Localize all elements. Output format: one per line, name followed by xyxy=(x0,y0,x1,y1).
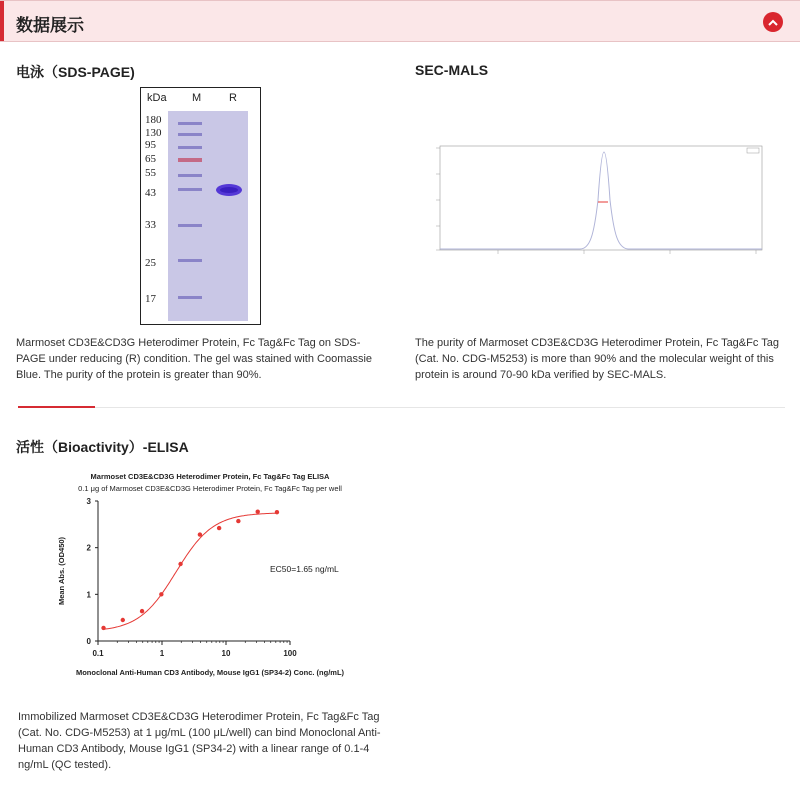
y-axis-label: Mean Abs. (OD450) xyxy=(57,536,66,606)
marker-label: 180 xyxy=(145,114,162,126)
ec50-annotation: EC50=1.65 ng/mL xyxy=(270,564,339,574)
x-tick-label: 1 xyxy=(159,649,165,658)
marker-label: 17 xyxy=(145,293,156,305)
gel-header-marker: M xyxy=(192,92,202,104)
sec-mals-title: SEC-MALS xyxy=(415,62,489,78)
data-point xyxy=(275,510,279,514)
data-point xyxy=(217,526,221,530)
divider-accent xyxy=(18,406,95,408)
y-tick-label: 2 xyxy=(86,543,91,553)
sds-page-caption: Marmoset CD3E&CD3G Heterodimer Protein, Fc Tag&Fc Tag on SDS-PAGE under reducing (R) condition. The gel was stained with Coomassie Blue. The purity of the protein is greater than 90%. xyxy=(16,337,373,381)
y-tick-label: 1 xyxy=(86,590,91,600)
elisa-chart xyxy=(20,465,380,685)
elisa-caption: Immobilized Marmoset CD3E&CD3G Heterodimer Protein, Fc Tag&Fc Tag (Cat. No. CDG-M5253) at 1 μg/mL (100 μL/well) can bind Monoclonal Anti-Human CD3 Antibody, Mouse IgG1 (SP34-2) with a linear range of 0.1-4 ng/mL (QC tested). xyxy=(18,711,381,771)
chart-title: Marmoset CD3E&CD3G Heterodimer Protein, Fc Tag&Fc Tag ELISA xyxy=(90,472,330,481)
gel-header-reduced: R xyxy=(229,92,237,104)
x-tick-label: 10 xyxy=(221,649,231,658)
y-tick-label: 3 xyxy=(86,497,91,506)
gel-bands xyxy=(168,111,248,321)
data-point xyxy=(159,592,163,596)
marker-label: 25 xyxy=(145,257,156,269)
sec-mals-caption: The purity of Marmoset CD3E&CD3G Heterodimer Protein, Fc Tag&Fc Tag (Cat. No. CDG-M5253) is more than 90% and the molecular weight of this protein is around 70-90 kDa verified by SEC-MALS. xyxy=(415,337,779,381)
header-accent-bar xyxy=(0,1,4,41)
x-axis-label: Monoclonal Anti-Human CD3 Antibody, Mouse IgG1 (SP34-2) Conc. (ng/mL) xyxy=(75,668,345,677)
data-point xyxy=(101,626,105,630)
sds-page-gel-image xyxy=(140,87,261,325)
gel-header-kda: kDa xyxy=(147,92,167,104)
divider xyxy=(18,407,785,408)
x-tick-label: 100 xyxy=(283,649,297,658)
data-point xyxy=(140,609,144,613)
elisa-title: 活性（Bioactivity）-ELISA xyxy=(16,439,189,455)
marker-label: 43 xyxy=(145,187,156,199)
marker-label: 65 xyxy=(145,153,156,165)
section-header xyxy=(0,0,800,42)
marker-label: 33 xyxy=(145,219,156,231)
data-point xyxy=(236,519,240,523)
marker-label: 130 xyxy=(145,127,162,139)
fit-curve xyxy=(104,513,277,629)
collapse-button[interactable] xyxy=(763,12,783,32)
marker-label: 55 xyxy=(145,167,156,179)
sds-page-title: 电泳（SDS-PAGE) xyxy=(16,64,135,80)
chart-subtitle: 0.1 μg of Marmoset CD3E&CD3G Heterodimer Protein, Fc Tag&Fc Tag per well xyxy=(78,484,342,493)
gel-lanes xyxy=(168,111,248,321)
data-point xyxy=(198,532,202,536)
chevron-up-icon xyxy=(768,19,778,26)
data-point xyxy=(121,618,125,622)
data-point xyxy=(178,562,182,566)
marker-label: 95 xyxy=(145,139,156,151)
section-title: 数据展示 xyxy=(16,16,84,35)
data-point xyxy=(256,510,260,514)
x-tick-label: 0.1 xyxy=(92,649,104,658)
sec-mals-chart-image xyxy=(420,140,770,270)
y-tick-label: 0 xyxy=(86,637,91,646)
